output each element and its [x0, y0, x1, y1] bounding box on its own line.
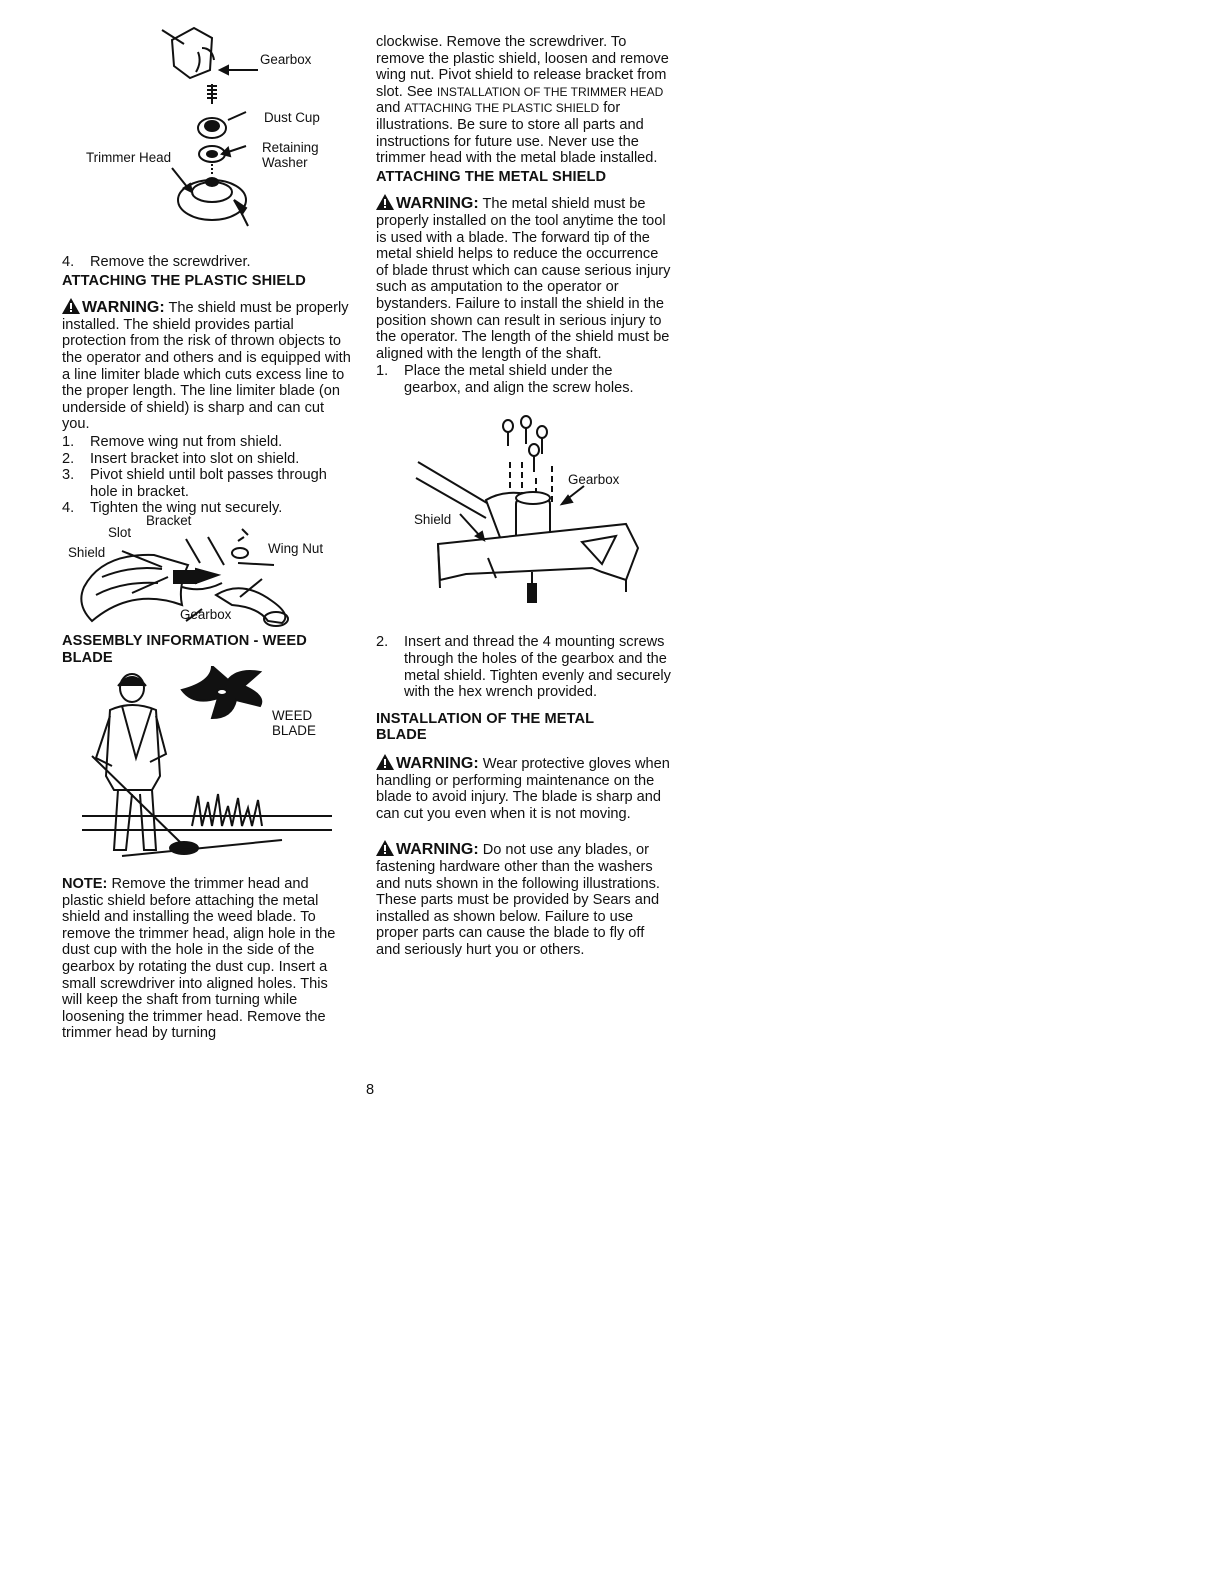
page-number: 8: [366, 1082, 375, 1098]
label-slot: Slot: [108, 524, 132, 540]
note-text: Remove the trimmer head and plastic shield before attaching the metal shield and installing the weed blade. To remove the trimmer head, align hole in the dust cup with the hole in the side of the gearbox by rotating the dust cup. Insert a small screwdriver into aligned holes. This will keep the shaft from turning while loosening the trimmer head. Remove the trimmer head by turning: [62, 876, 336, 1042]
plastic-shield-warning: [62, 298, 352, 433]
label-retaining-washer: Retaining Washer: [262, 140, 319, 170]
note-lead: NOTE:: [62, 876, 108, 893]
list-item: 4. Remove the screwdriver.: [62, 254, 251, 270]
label-gearbox: Gearbox: [260, 52, 312, 67]
metal-shield-heading: ATTACHING THE METAL SHIELD: [376, 168, 607, 185]
label-gearbox-shield: Gearbox: [180, 606, 232, 622]
operator-with-weed-blade-illustration: [62, 666, 352, 866]
label-gearbox-metal: Gearbox: [568, 472, 620, 488]
plastic-shield-figure: [62, 512, 352, 629]
metal-shield-step-1: [376, 363, 672, 396]
list-item: 1. Remove wing nut from shield.: [62, 433, 283, 450]
plastic-shield-steps: [62, 434, 352, 517]
warning-text: The metal shield must be properly installed on the tool anytime the tool is used with a blade. The forward tip of the metal shield helps to reduce the occurrence of blade thrust which can cause serious injury such as amputation to the operator or bystanders. Failure to install the shield in the position shown can result in serious injury to the operator. The length of the shield must be aligned with the length of the shaft.: [376, 196, 671, 362]
label-shield-metal: Shield: [414, 512, 452, 528]
warning-icon: [376, 840, 394, 856]
trimmer-head-figure: [62, 0, 352, 246]
warning-text: Do not use any blades, or fastening hardware other than the washers and nuts shown in the following illustrations. These parts must be provided by Sears and installed as shown below. Failure to use proper parts can cause the blade to fly off and seriously hurt you or others.: [376, 842, 660, 958]
weed-blade-heading: ASSEMBLY INFORMATION - WEED BLADE: [62, 632, 307, 666]
continued-paragraph: clockwise. Remove the screwdriver. To remove the plastic shield, loosen and remove wing nut. Pivot shield to release bracket from slot. See INSTALLATION OF THE TRIMMER HEAD and ATTACHING THE PLASTIC SHIELD for illustrations. Be sure to store all parts and instructions for future use. Never use the trimmer head with the metal blade installed.: [376, 34, 669, 167]
warning-text: Wear protective gloves when handling or performing maintenance on the blade to avoid injury. The blade is sharp and can cut you even when it is not moving.: [376, 756, 670, 822]
warning-icon: [376, 194, 394, 210]
metal-shield-warning: [376, 194, 672, 362]
plastic-shield-heading: ATTACHING THE PLASTIC SHIELD: [62, 272, 306, 289]
note-paragraph: [62, 876, 352, 1042]
cross-reference: ATTACHING THE PLASTIC SHIELD: [404, 101, 600, 116]
label-trimmer-head: Trimmer Head: [86, 150, 172, 165]
warning-lead: WARNING:: [396, 841, 479, 859]
label-dust-cup: Dust Cup: [264, 110, 320, 125]
list-item: 2. Insert bracket into slot on shield.: [62, 450, 300, 467]
warning-icon: [376, 754, 394, 770]
list-item: 4. Tighten the wing nut securely.: [62, 500, 283, 517]
warning-lead: WARNING:: [82, 299, 165, 317]
list-item: 2. Insert and thread the 4 mounting screws through the holes of the gearbox and the metal shield. Tighten evenly and securely with the hex wrench provided.: [376, 634, 671, 701]
label-wing-nut: Wing Nut: [268, 540, 324, 556]
left-column: [62, 0, 352, 1042]
remove-screwdriver-step: [62, 254, 352, 271]
cross-reference: INSTALLATION OF THE TRIMMER HEAD: [436, 84, 664, 99]
label-bracket: Bracket: [146, 512, 192, 528]
metal-blade-warning-1: [376, 754, 672, 822]
list-item: 1. Place the metal shield under the gearbox, and align the screw holes.: [376, 363, 634, 396]
list-item: 3. Pivot shield until bolt passes through hole in bracket.: [62, 467, 327, 500]
label-weed-blade: WEED BLADE: [272, 708, 316, 739]
metal-blade-heading: INSTALLATION OF THE METAL BLADE: [376, 710, 594, 744]
weed-blade-figure: [62, 666, 352, 866]
warning-text: The shield must be properly installed. The shield provides partial protection from the risk of thrown objects to the operator and others and is equipped with a line limiter blade which cuts excess line to the proper length. The line limiter blade (on underside of shield) is sharp and can cut you.: [62, 300, 351, 433]
warning-lead: WARNING:: [396, 755, 479, 773]
warning-lead: WARNING:: [396, 195, 479, 213]
label-shield: Shield: [68, 544, 106, 560]
metal-shield-figure: [376, 402, 672, 634]
right-column: [376, 34, 672, 959]
metal-blade-warning-2: [376, 840, 672, 958]
warning-icon: [62, 298, 80, 314]
metal-shield-step-2: [376, 634, 672, 700]
